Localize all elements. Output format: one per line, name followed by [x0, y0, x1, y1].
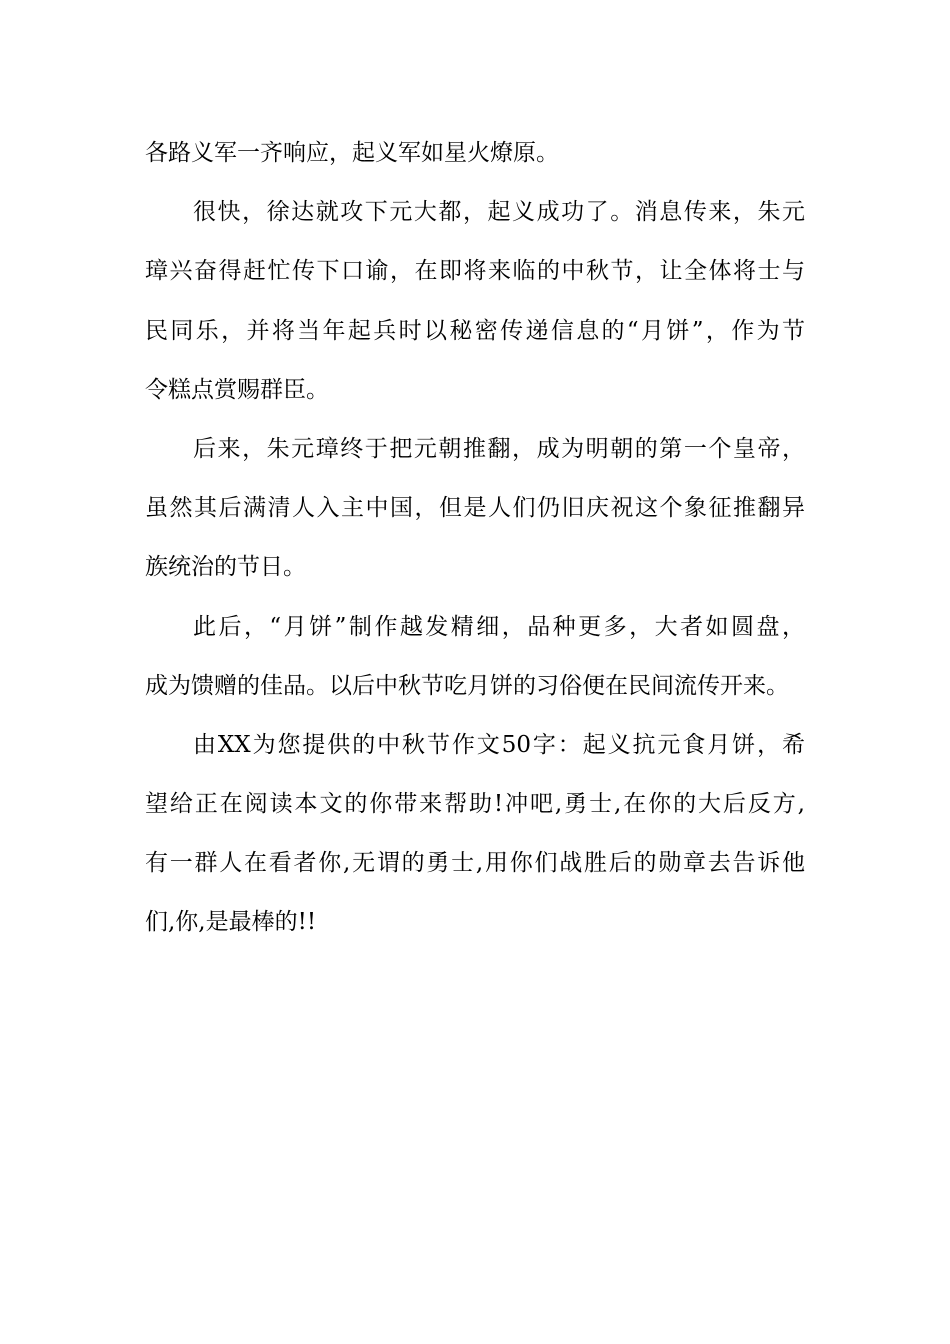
text-line: 由XX为您提供的中秋节作文50字：起义抗元食月饼，希: [193, 731, 805, 758]
paragraph-2: [145, 183, 805, 420]
text-line: 各路义军一齐响应，起义军如星火燎原。: [145, 140, 559, 166]
paragraph-3: [145, 420, 805, 598]
text-line: 民同乐，并将当年起兵时以秘密传递信息的“月饼”，作为节: [145, 317, 805, 344]
text-line: 后来，朱元璋终于把元朝推翻，成为明朝的第一个皇帝，: [193, 435, 805, 462]
paragraph-5: [145, 716, 805, 953]
paragraph-4: [145, 598, 805, 716]
text-line: 璋兴奋得赶忙传下口谕，在即将来临的中秋节，让全体将士与: [145, 258, 805, 285]
document-body: [145, 124, 805, 953]
text-line: 此后，“月饼”制作越发精细，品种更多，大者如圆盘，: [193, 613, 805, 640]
text-line: 望给正在阅读本文的你带来帮助!冲吧,勇士,在你的大后反方,: [145, 791, 805, 818]
text-line: 族统治的节日。: [145, 554, 306, 581]
text-line: 们,你,是最棒的!!: [145, 909, 317, 936]
paragraph-1: [145, 124, 805, 183]
text-line: 成为馈赠的佳品。以后中秋节吃月饼的习俗便在民间流传开来。: [145, 672, 789, 699]
text-line: 有一群人在看者你,无谓的勇士,用你们战胜后的勋章去告诉他: [145, 850, 805, 877]
text-line: 很快，徐达就攻下元大都，起义成功了。消息传来，朱元: [193, 199, 805, 226]
text-line: 虽然其后满清人入主中国，但是人们仍旧庆祝这个象征推翻异: [145, 495, 805, 522]
text-line: 令糕点赏赐群臣。: [145, 376, 329, 403]
